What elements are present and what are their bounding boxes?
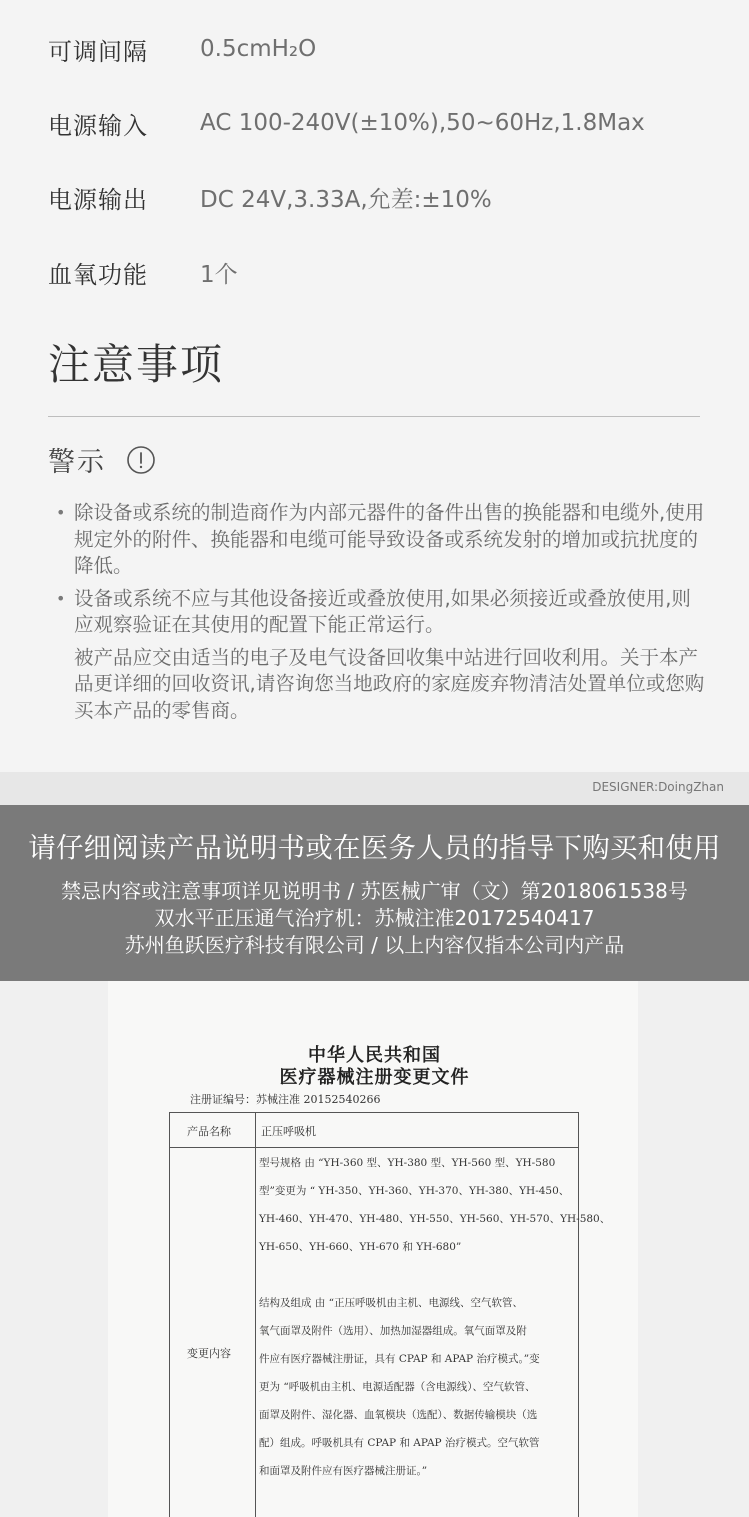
spec-row-adjust-interval [48, 29, 708, 69]
designer-credit: DESIGNER:DoingZhan [592, 780, 724, 794]
spec-row-power-input [48, 103, 708, 143]
change-line: 结构及组成 由 “正压呼吸机由主机、电源线、空气软管、 [259, 1297, 524, 1309]
disclaimer-banner [0, 805, 749, 981]
spec-row-power-output [48, 177, 708, 217]
table-vline [255, 1113, 256, 1517]
change-line: 配）组成。呼吸机具有 CPAP 和 APAP 治疗模式。空气软管 [259, 1437, 540, 1449]
divider [48, 416, 700, 417]
bullet: • [56, 588, 66, 608]
change-line: YH-650、YH-660、YH-670 和 YH-680” [259, 1241, 462, 1253]
spec-value: 1个 [200, 261, 238, 288]
warning-title: 警示 [48, 447, 106, 478]
disclaimer-line: 禁忌内容或注意事项详见说明书 / 苏医械广审（文）第2018061538号 [61, 879, 688, 903]
spec-value: DC 24V,3.33A,允差:±10% [200, 186, 492, 213]
change-line [259, 1261, 577, 1289]
spec-label: 血氧功能 [48, 260, 148, 289]
spec-row-spo2 [48, 252, 708, 292]
warning-heading [48, 440, 156, 479]
certificate-table [169, 1112, 611, 1517]
spec-value: 0.5cmH₂O [200, 36, 317, 62]
table-hline [170, 1147, 578, 1148]
change-line: YH-460、YH-470、YH-480、YH-550、YH-560、YH-570、YH-580、 [259, 1213, 611, 1225]
warning-item [56, 500, 706, 580]
bullet: • [56, 503, 66, 522]
certificate-title-country: 中华人民共和国 [308, 1045, 441, 1066]
warning-text: 设备或系统不应与其他设备接近或叠放使用,如果必须接近或叠放使用,则应观察验证在其使用的配置下能正常运行。 [74, 586, 691, 636]
warning-item [56, 645, 706, 725]
change-line: 和面罩及附件应有医疗器械注册证。” [259, 1465, 428, 1477]
notes-title: 注意事项 [48, 340, 225, 389]
certificate-scan [0, 981, 749, 1517]
spec-value: AC 100-240V(±10%),50~60Hz,1.8Max [200, 110, 645, 136]
spec-label: 电源输入 [48, 111, 148, 140]
change-line: 面罩及附件、湿化器、血氧模块（选配）、数据传输模块（选 [259, 1409, 538, 1421]
disclaimer-line: 苏州鱼跃医疗科技有限公司 / 以上内容仅指本公司内产品 [124, 933, 625, 957]
product-name-value: 正压呼吸机 [261, 1125, 316, 1138]
change-content-label: 变更内容 [187, 1347, 231, 1360]
disclaimer-line: 双水平正压通气治疗机：苏械注准20172540417 [154, 906, 595, 930]
spec-label: 电源输出 [48, 185, 148, 214]
product-name-label: 产品名称 [187, 1125, 231, 1138]
warning-text: 除设备或系统的制造商作为内部元器件的备件出售的换能器和电缆外,使用规定外的附件、换能器和电缆可能导致设备或系统发射的增加或抗扰度的降低。 [74, 501, 705, 577]
designer-bar [0, 772, 749, 805]
warning-list [56, 500, 706, 730]
disclaimer-main: 请仔细阅读产品说明书或在医务人员的指导下购买和使用 [28, 832, 721, 864]
certificate-title-doc: 医疗器械注册变更文件 [279, 1067, 470, 1088]
certificate-reg-number: 注册证编号：苏械注准 20152540266 [190, 1093, 381, 1106]
warning-text: 被产品应交由适当的电子及电气设备回收集中站进行回收利用。关于本产品更详细的回收资讯,请咨询您当地政府的家庭废弃物清洁处置单位或您购买本产品的零售商。 [74, 645, 705, 722]
change-line: 氧气面罩及附件（选用）、加热加湿器组成。氧气面罩及附 [259, 1325, 527, 1337]
change-line: 更为 “呼吸机由主机、电源适配器（含电源线）、空气软管、 [259, 1381, 536, 1393]
change-line: 件应有医疗器械注册证，具有 CPAP 和 APAP 治疗模式。”变 [259, 1353, 540, 1365]
spec-label: 可调间隔 [48, 37, 148, 66]
change-content-text [259, 1149, 611, 1485]
warning-item [56, 586, 706, 639]
exclamation-circle-icon [126, 445, 156, 475]
change-line: 型”变更为 “ YH-350、YH-360、YH-370、YH-380、YH-450、 [259, 1185, 570, 1197]
change-line: 型号规格 由 “YH-360 型、YH-380 型、YH-560 型、YH-580 [259, 1157, 556, 1169]
